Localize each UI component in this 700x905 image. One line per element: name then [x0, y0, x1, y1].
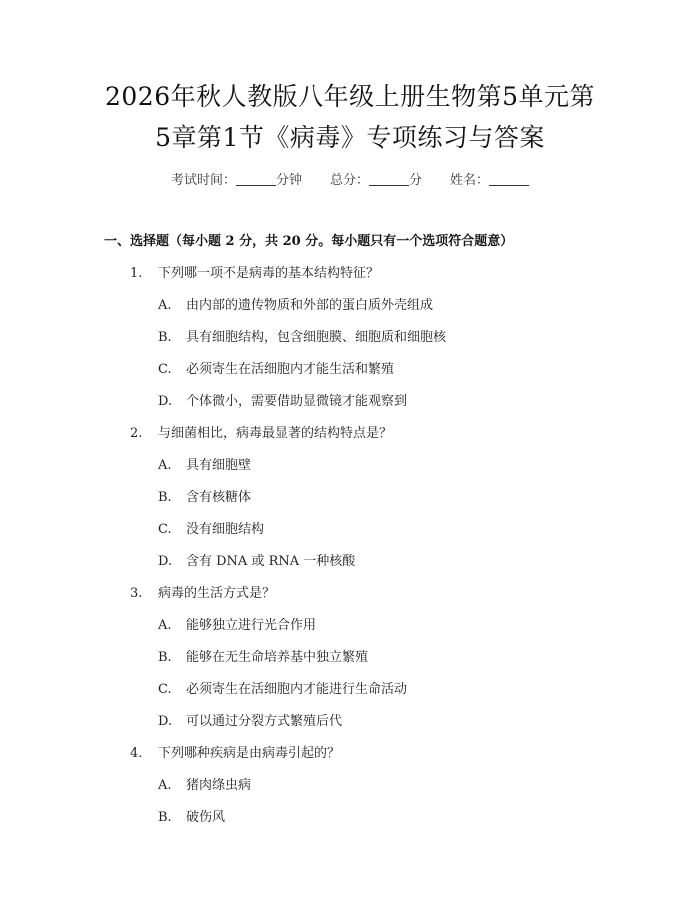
student-name-label: 姓名：	[450, 173, 490, 188]
option-letter: B.	[158, 650, 172, 665]
question-4	[130, 742, 340, 761]
option-letter: C.	[158, 682, 172, 697]
option-text: 含有 DNA 或 RNA 一种核酸	[186, 554, 356, 569]
student-name-blank[interactable]	[489, 173, 529, 186]
question-1	[130, 262, 379, 281]
option-text: 具有细胞结构，包含细胞膜、细胞质和细胞核	[186, 330, 447, 345]
option-letter: A.	[158, 618, 172, 633]
option-text: 含有核糖体	[186, 490, 252, 505]
option-letter: A.	[158, 298, 172, 313]
question-3	[130, 582, 275, 601]
question-2-option-c[interactable]	[158, 518, 264, 537]
exam-time-label: 考试时间：	[170, 173, 236, 188]
question-3-option-c[interactable]	[158, 678, 407, 697]
total-score-blank[interactable]	[369, 173, 409, 186]
option-letter: C.	[158, 522, 172, 537]
option-letter: D.	[158, 554, 173, 569]
question-2	[130, 422, 392, 441]
question-1-option-d[interactable]	[158, 390, 407, 409]
question-text: 下列哪一项不是病毒的基本结构特征？	[158, 266, 380, 281]
question-2-option-b[interactable]	[158, 486, 251, 505]
question-number: 3.	[130, 586, 143, 601]
question-3-option-b[interactable]	[158, 646, 368, 665]
option-text: 能够独立进行光合作用	[186, 618, 317, 633]
question-text: 下列哪种疾病是由病毒引起的？	[158, 746, 341, 761]
question-text: 病毒的生活方式是？	[158, 586, 276, 601]
question-1-option-a[interactable]	[158, 294, 433, 313]
option-text: 能够在无生命培养基中独立繁殖	[186, 650, 369, 665]
total-score-field	[330, 173, 422, 188]
question-3-option-a[interactable]	[158, 614, 316, 633]
question-4-option-b[interactable]	[158, 806, 225, 825]
option-text: 没有细胞结构	[186, 522, 265, 537]
option-text: 可以通过分裂方式繁殖后代	[186, 714, 343, 729]
option-text: 具有细胞壁	[186, 458, 252, 473]
question-3-option-d[interactable]	[158, 710, 342, 729]
total-score-label: 总分：	[329, 173, 369, 188]
option-letter: B.	[158, 490, 172, 505]
option-letter: B.	[158, 330, 172, 345]
option-letter: A.	[158, 778, 172, 793]
option-text: 必须寄生在活细胞内才能进行生命活动	[186, 682, 408, 697]
question-1-option-b[interactable]	[158, 326, 446, 345]
option-letter: B.	[158, 810, 172, 825]
question-2-option-d[interactable]	[158, 550, 355, 569]
question-1-option-c[interactable]	[158, 358, 394, 377]
option-text: 猪肉绦虫病	[186, 778, 252, 793]
page-title-line-2: 5章第1节《病毒》专项练习与答案	[155, 123, 545, 152]
exam-time-blank[interactable]	[236, 173, 276, 186]
question-number: 2.	[130, 426, 143, 441]
question-2-option-a[interactable]	[158, 454, 251, 473]
exam-time-unit: 分钟	[275, 173, 302, 188]
total-score-unit: 分	[409, 173, 423, 188]
student-name-field	[450, 173, 529, 188]
question-4-option-a[interactable]	[158, 774, 251, 793]
option-letter: C.	[158, 362, 172, 377]
question-number: 4.	[130, 746, 143, 761]
question-number: 1.	[130, 266, 143, 281]
option-text: 必须寄生在活细胞内才能生活和繁殖	[186, 362, 395, 377]
option-letter: D.	[158, 394, 173, 409]
page-title-line-1: 2026年秋人教版八年级上册生物第5单元第	[104, 82, 596, 111]
exam-time-field	[171, 173, 302, 188]
exam-meta-row	[0, 169, 700, 188]
option-text: 由内部的遗传物质和外部的蛋白质外壳组成	[186, 298, 434, 313]
option-text: 破伤风	[186, 810, 226, 825]
option-letter: A.	[158, 458, 172, 473]
option-text: 个体微小，需要借助显微镜才能观察到	[186, 394, 408, 409]
option-letter: D.	[158, 714, 173, 729]
question-text: 与细菌相比，病毒最显著的结构特点是？	[158, 426, 393, 441]
section-heading: 一、选择题（每小题 2 分，共 20 分。每小题只有一个选项符合题意）	[104, 234, 514, 249]
